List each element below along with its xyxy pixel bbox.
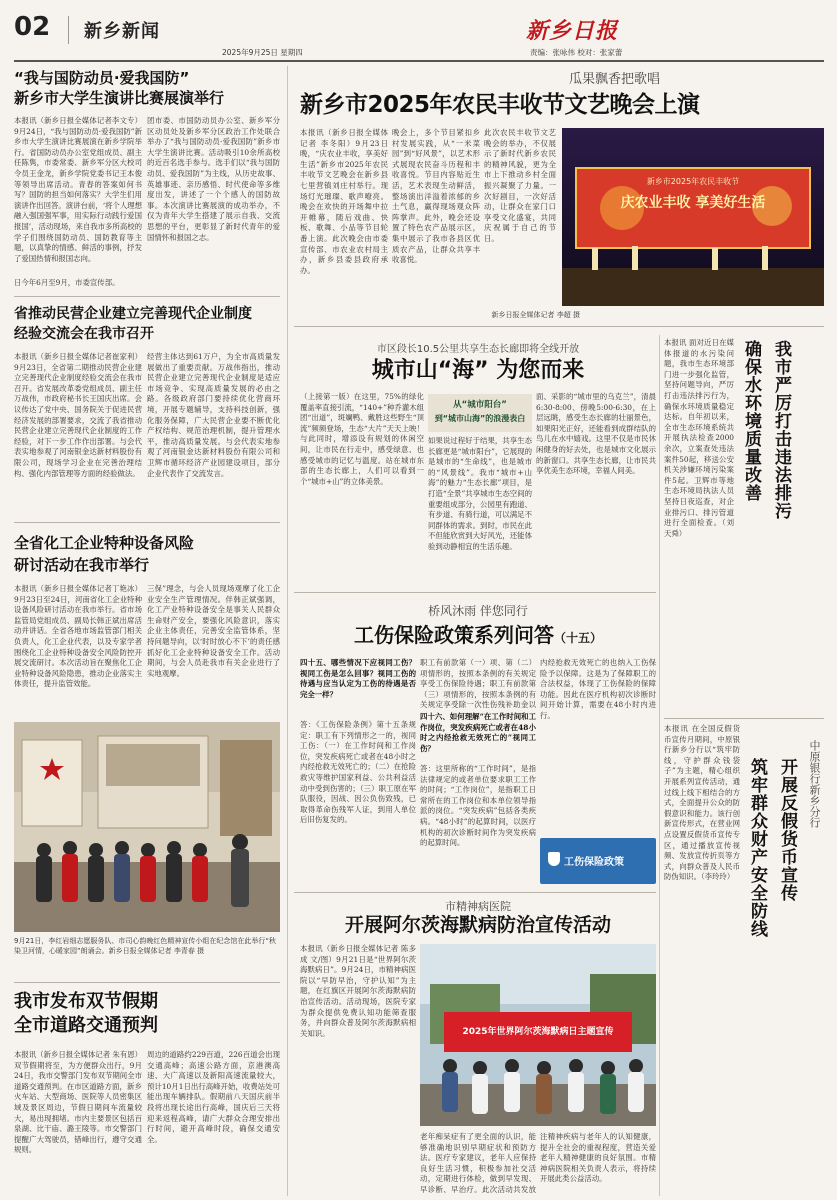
faq-answer: 答：这里所称的“工作时间”，是指法律规定的或者单位要求职工工作的时间；“工作岗位”，是指职工日常所在的工作岗位和本单位领导指派的岗位。“突发疾病”包括各类疾病。“48小时”的起算时间，以医疗机构的初次诊断时间作为突发疾病的起算时间。 [420,764,536,848]
sidebar-headline: 筑牢群众财产安全防线 [747,758,767,938]
section-title: 新乡新闻 [84,21,160,42]
hospital-event-photo [420,944,656,1126]
insurance-title-suffix: （十五） [553,631,602,645]
stage-banner: 庆农业丰收 享美好生活 [620,195,766,211]
headline: 经验交流会在我市召开 [14,326,154,342]
faq-answer: 职工有前款第（一）项、第（二）项情形的，按照本条例的有关规定享受工伤保险待遇；职工有前款第（三）项情形的，按照本条例的有关规定享受除一次性伤残补助金以 [420,658,536,710]
article-body: 周边的道路约229百道，226百道会出现交通高峰；高速公路方面，京港澳高速、大广高速以及新阳高速流量较大，预计10月1日出行高峰开始，收费站处可能出现车辆排队。假期前八天国庆前半段将出现长途出行高峰，国庆后三天将迎来返程高峰，请广大群众合理安排出行时间，避开高峰时段，确保交通安全。 [147,1050,280,1144]
article-body: 经营主体达到61万户，为全市高质量发展做出了重要贡献。万战伟指出，推动民营企业建立完善现代企业制度是适应市场竞争、实现高质量发展的必由之路。各级政府部门要持续优化营商环境，开展专题辅导，支持科技创新，强化服务保障，广大民营企业要不断优化产权结构、规范治理机制，提升管理水平，推动高质量发展。与会代表实地参观了河南银金达新材料股份有限公司和卫辉市循环经济产业园建设项目，部分企业代表作了交流发言。 [147,352,280,478]
editors-line: 责编：张咏伟 校对：张家蕾 [530,48,623,57]
headline: 全市道路交通预判 [14,1015,158,1036]
museum-photo [14,722,280,932]
insurance-kicker: 桥风沐雨 伴您同行 [428,604,528,618]
corridor-subhead-box [428,394,532,432]
page-number: 02 [14,12,51,42]
article-holiday-traffic [14,990,280,1038]
sidebar-headline: 确保水环境质量改善 [741,340,761,502]
issue-date: 2025年9月25日 星期四 [222,48,303,57]
article-body: （上接第一版）在这里，75%的绿化覆盖率直接引流，“140+”种乔灌木组团“出道”，斑斓鸭、戴胜这些野生“顶流”频频登场，生态“大片”天天上映！与此同时，增添设有规划的休闲空间，让市民在行走中，感受绿意、也感受城市的记忆与温度。站在城市东部的生态长廊上，人们可以看到一个“城市+山”的立体美景。 [300,392,424,486]
article-body: 本报讯（新乡日报全媒体记者李文专）9月24日，“我与国防动员·爱我国防”新乡市大学生演讲比赛展演在新乡学院举行。省国防动员办公室党组成员、副主任陈隽，市委常委、新乡军分区大校司令员王金龙，新乡学院党委书记王本俊等领导出席活动。青春的答案如何书写？国防的担当如何落实？大学生们用演讲作出回答。演讲台前，‘将个人理想融入强国强军事，用实际行动践行爱国报国’，活动现场，来自我市多所高校的学子们围绕国防动员、国防教育等主题，以真挚的情感、鲜活的事例，抒发了爱国热情和报国志向。 [14,116,142,263]
corridor-subhead: 从“城市阳台” [453,400,507,410]
sidebar-kicker: 中原银行新乡分行 [808,740,821,828]
article-body: 本报讯（新乡日报全媒体记者崔家利）9月23日，全省第二期推动民营企业建立完善现代企业制度经验交流会在我市召开。省发展改革委党组成员、副主任万战伟，市政府秘书长王国庆出席。会议传达了党中央、国务院关于促进民营经济发展的部署要求，交流了我省推动民营企业建立完善现代企业制度的工作经验，对下一步工作作出部署。与会代表实地参观了河南银金达新材料股份有限公司，现场学习企业在完善治理结构、强化内部管理等方面的经验做法。 [14,352,142,478]
article-private-enterprise [14,304,280,344]
shield-icon [548,852,560,866]
headline: 我市发布双节假期 [14,991,158,1012]
article-body: 面、采影的“城市里的乌克兰”，清晨6:30-8:00、傍晚5:00-6:30，在上层远眺，感受生态长廊的壮丽景色，如果阳光正好，还能看到成群结队的鸟儿在水中嬉戏。这里不仅是市民休闲健身的好去处，也是城市文化展示的新窗口。共享生态长廊，让市民共享优美生态环境，幸福人间美。 [536,392,656,476]
article-divider [294,326,824,327]
article-divider [294,592,656,593]
insurance-badge [540,838,656,884]
insurance-badge-label: 工伤保险政策 [564,857,624,868]
feature-headline: 新乡市2025年农民丰收节文艺晚会上演 [300,92,700,118]
museum-photo-scene [14,722,280,932]
masthead-rule [14,60,824,62]
gala-stage-photo [562,128,824,306]
article-divider [14,982,280,983]
headline: 全省化工企业特种设备风险 [14,534,195,552]
photo-caption: 新乡日报全媒体记者 李超 摄 [491,311,580,319]
article-divider [294,892,656,893]
faq-answer: 内经抢救无效死亡的也纳入工伤保险予以保障。这是为了保障职工的合法权益，体现了工伤保险的保障功能。因此在医疗机构初次诊断时间开始计算，需要在48小时内进行。 [540,658,656,720]
article-body: 本报讯（新乡日报全媒体记者 陈多成 文/图）9月21日是“世界阿尔茨海默病日”。9月24日，市精神病医院以“早防早治，守护认知”为主题，在红旗区开展阿尔茨海默病防治宣传活动。活动现场，医院专家为群众提供免费认知功能筛查服务，并向群众普及阿尔茨海默病相关知识。 [300,944,416,1038]
sidebar-headline: 我市严厉打击违法排污 [771,340,791,520]
article-body: 本报讯（新乡日报全媒体记者丁艳冰）9月23日至24日，河南省化工企业特种设备风险研讨活动在我市举行。省市场监管局党组成员、副局长韩正斌出席活动并讲话。全省各地市场监管部门相关负责人，化工企业代表，以及专家学者围绕化工企业特种设备安全风险防控开展交流研讨。本次活动旨在聚焦化工企业特种设备风险隐患，推动企业落实主体责任，提升监管效能。 [14,584,142,689]
article-body: 如果说过程好于结果，共享生态长廊更是“城市阳台”，它展现的是城市的“生命线”，也是城市的“风景线”。我市“城市+山海”的魅力“生态长廊”项目，是打造“全景”共享城市生态空间的重要组成部分，公园里有跑道、有步道、有骑行道，可以满足不同群体的需求。到时，市民在此不但能欣赏到大好风光，还能体验到动静相宜的生活乐趣。 [428,436,532,551]
photo-caption: 9月21日，李红岩细志愿服务队、市司心韵晚红色精神宣传小组在纪念馆在此举行“秋染卫河情，心暖家园”朗诵会。新乡日报全媒体记者 李青春 摄 [14,937,276,955]
stage-title: 新乡市2025年农民丰收节 [646,177,740,186]
faq-answer: 答：《工伤保险条例》第十五条规定：职工有下列情形之一的，视同工伤：（一）在工作时间和工作岗位，突发疾病死亡或者在48小时之内经抢救无效死亡的；（二）在抢险救灾等维护国家利益、公共利益活动中受到伤害的；（三）职工原在军队服役，因战、因公负伤致残，已取得革命伤残军人证，到用人单位后旧伤复发的。 [300,720,416,825]
article-body: 本报讯（新乡日报全媒体记者 李冬阳）9月23日晚，“庆农业丰收，享美好生活”新乡市2025年农民丰收节文艺晚会在新乡县七里营镇刘庄村举行。现场灯光璀璨、歌声嘹亮。晚会在欢快的开场舞中拉开帷幕，随后戏曲、快板、歌舞、小品等节目轮番上演。此次晚会由市委宣传部、市农业农村局主办，新乡县委县政府承办。 [300,128,388,275]
column-divider [659,335,660,1196]
faq-question: 四十六、如何理解“在工作时间和工作岗位，突发疾病死亡或者在48小时之内经抢救无效死亡的”视同工伤？ [420,712,536,753]
hospital-kicker: 市精神病医院 [445,900,511,913]
article-body: 日今年6月至9月，市委宣传部。 [14,278,120,287]
masthead [14,12,824,60]
masthead-divider [68,16,69,44]
hospital-headline: 开展阿尔茨海默病防治宣传活动 [344,914,611,936]
article-body: 晚会上，多个节目紧扣乡村发展实践，从“一米菜园”到“好风景”，以艺术形式展现农民奋斗历程和丰收喜悦。节目内容贴近生活，艺术表现生动鲜活，整场演出洋溢着浓郁的乡土气息，赢得现场观众阵阵掌声。此外，晚会还设置了特色农产品展示区，集中展示了我市各县区优质农产品，让群众共享丰收喜悦。 [392,128,480,265]
insurance-title: 工伤保险政策系列问答 [353,623,554,647]
article-divider [14,522,280,523]
headline: 研讨活动在我市举行 [14,556,150,574]
headline: 新乡市大学生演讲比赛展演举行 [14,89,225,107]
corridor-subhead: 到“城市山海”的浪漫表白 [434,414,526,423]
article-body: 老年痴呆症有了更全面的认识，能够准确地识别早期症状和预防方法。医疗专家建议，老年人应保持良好生活习惯，积极参加社交活动，定期进行体检，做到早发现、早诊断、早治疗。此次活动共发放 [420,1132,536,1194]
column-divider [287,66,288,1196]
article-defense-speech [14,68,280,108]
corridor-headline: 城市山“海” 为您而来 [371,358,585,383]
faq-question: 四十五、哪些情况下应视同工伤？视同工伤是怎么回事？视同工伤的待遇与应当认定为工伤的待遇是否完全一样？ [300,658,416,699]
corridor-kicker: 市区段长10.5公里共享生态长廊即将全线开放 [376,344,580,355]
article-body: 注精神疾病与老年人的认知健康，提升全社会的重视程度，营造关爱老年人精神健康的良好氛围。市精神病医院相关负责人表示，将持续开展此类公益活动。 [540,1132,656,1184]
article-divider [664,718,824,719]
article-body: 本报讯 在全国反假货币宣传月期间，中原银行新乡分行以“筑牢防线，守护群众钱袋子”为主题，精心组织开展系列宣传活动，通过线上线下相结合的方式，全面提升公众的防假意识和能力。该行创新宣传形式，在营业网点设置反假货币宣传专区，通过播放宣传视频、发放宣传折页等方式，向群众普及人民币防伪知识。（李玲玲） [664,724,740,882]
event-banner: 2025年世界阿尔茨海默病日主题宣传 [462,1027,614,1037]
article-body: 团市委、市国防动员办公室、新乡军分区动员处及新乡军分区政治工作处联合举办了“我与国防动员·爱我国防”新乡市大学生演讲比赛。活动吸引10余所高校的近百名选手参与。选手们以“我与国防动员、爱我国防”为主线，从历史故事、英雄事迹、亲历感悟、时代使命等多维度出发，讲述了一个个感人的国防故事。本次演讲比赛展演的成功举办，不仅为青年大学生搭建了展示自我、交流思想的平台，更彰显了新时代青年的爱国情怀和报国之志。 [147,116,280,242]
article-chemical-safety [14,532,280,576]
article-body: 本报讯 面对近日在媒体报道的水污染问题，我市生态环境部门进一步强化监管，坚持问题导向，严厉打击违法排污行为，确保水环境质量稳定达标。自年初以来，全市生态环境系统共开展执法检查2000余次，立案查处违法案件50起，移送公安机关涉嫌环境污染案件5起。卫辉市等地生态环境局执法人员坚持日夜巡查，对企业排污口、排污管道进行全面检查。（刘天舜） [664,338,734,538]
insurance-headline [300,620,656,650]
feature-kicker: 瓜果飘香把歌唱 [568,72,660,87]
gala-stage-scene [562,128,824,306]
headline: 省推动民营企业建立完善现代企业制度 [14,306,252,322]
article-divider [14,296,280,297]
newspaper-logo: 新乡日报 [526,18,619,44]
headline: “我与国防动员·爱我国防” [14,69,190,87]
article-body: 此次农民丰收节文艺晚会的举办，不仅展示了新时代新乡农民的精神风貌，更为全市上下推动乡村全面振兴凝聚了力量。一次好剧目，一次好活动，让群众在家门口享受文化盛宴，共同庆祝属于自己的节日。 [484,128,556,243]
article-body: 本报讯（新乡日报全媒体记者 朱有恩）双节假期将至，为方便群众出行，9月24日，我市交警部门发布双节期间全市道路交通预判。在市区道路方面，新乡火车站、大型商场、医院等人员密集区域及景区周边，节假日期间车流量较大，易出现拥堵。市内主要景区包括百泉湖、比干庙、潞王陵等。市交警部门提醒广大驾驶员，错峰出行，遵守交通规则。 [14,1050,142,1155]
article-body: 三保”理念，与会人员现场观摩了化工企业安全生产管理情况。伴韩正斌强调，化工产业特种设备安全是事关人民群众生命财产安全，要强化风险意识，落实企业主体责任，完善安全监管体系，坚持问题导向，以‘时时放心不下’的责任感抓好化工企业特种设备安全工作。活动期间，与会人员赴我市有关企业进行了实地观摩。 [147,584,280,678]
sidebar-headline: 开展反假货币宣传 [777,758,797,902]
